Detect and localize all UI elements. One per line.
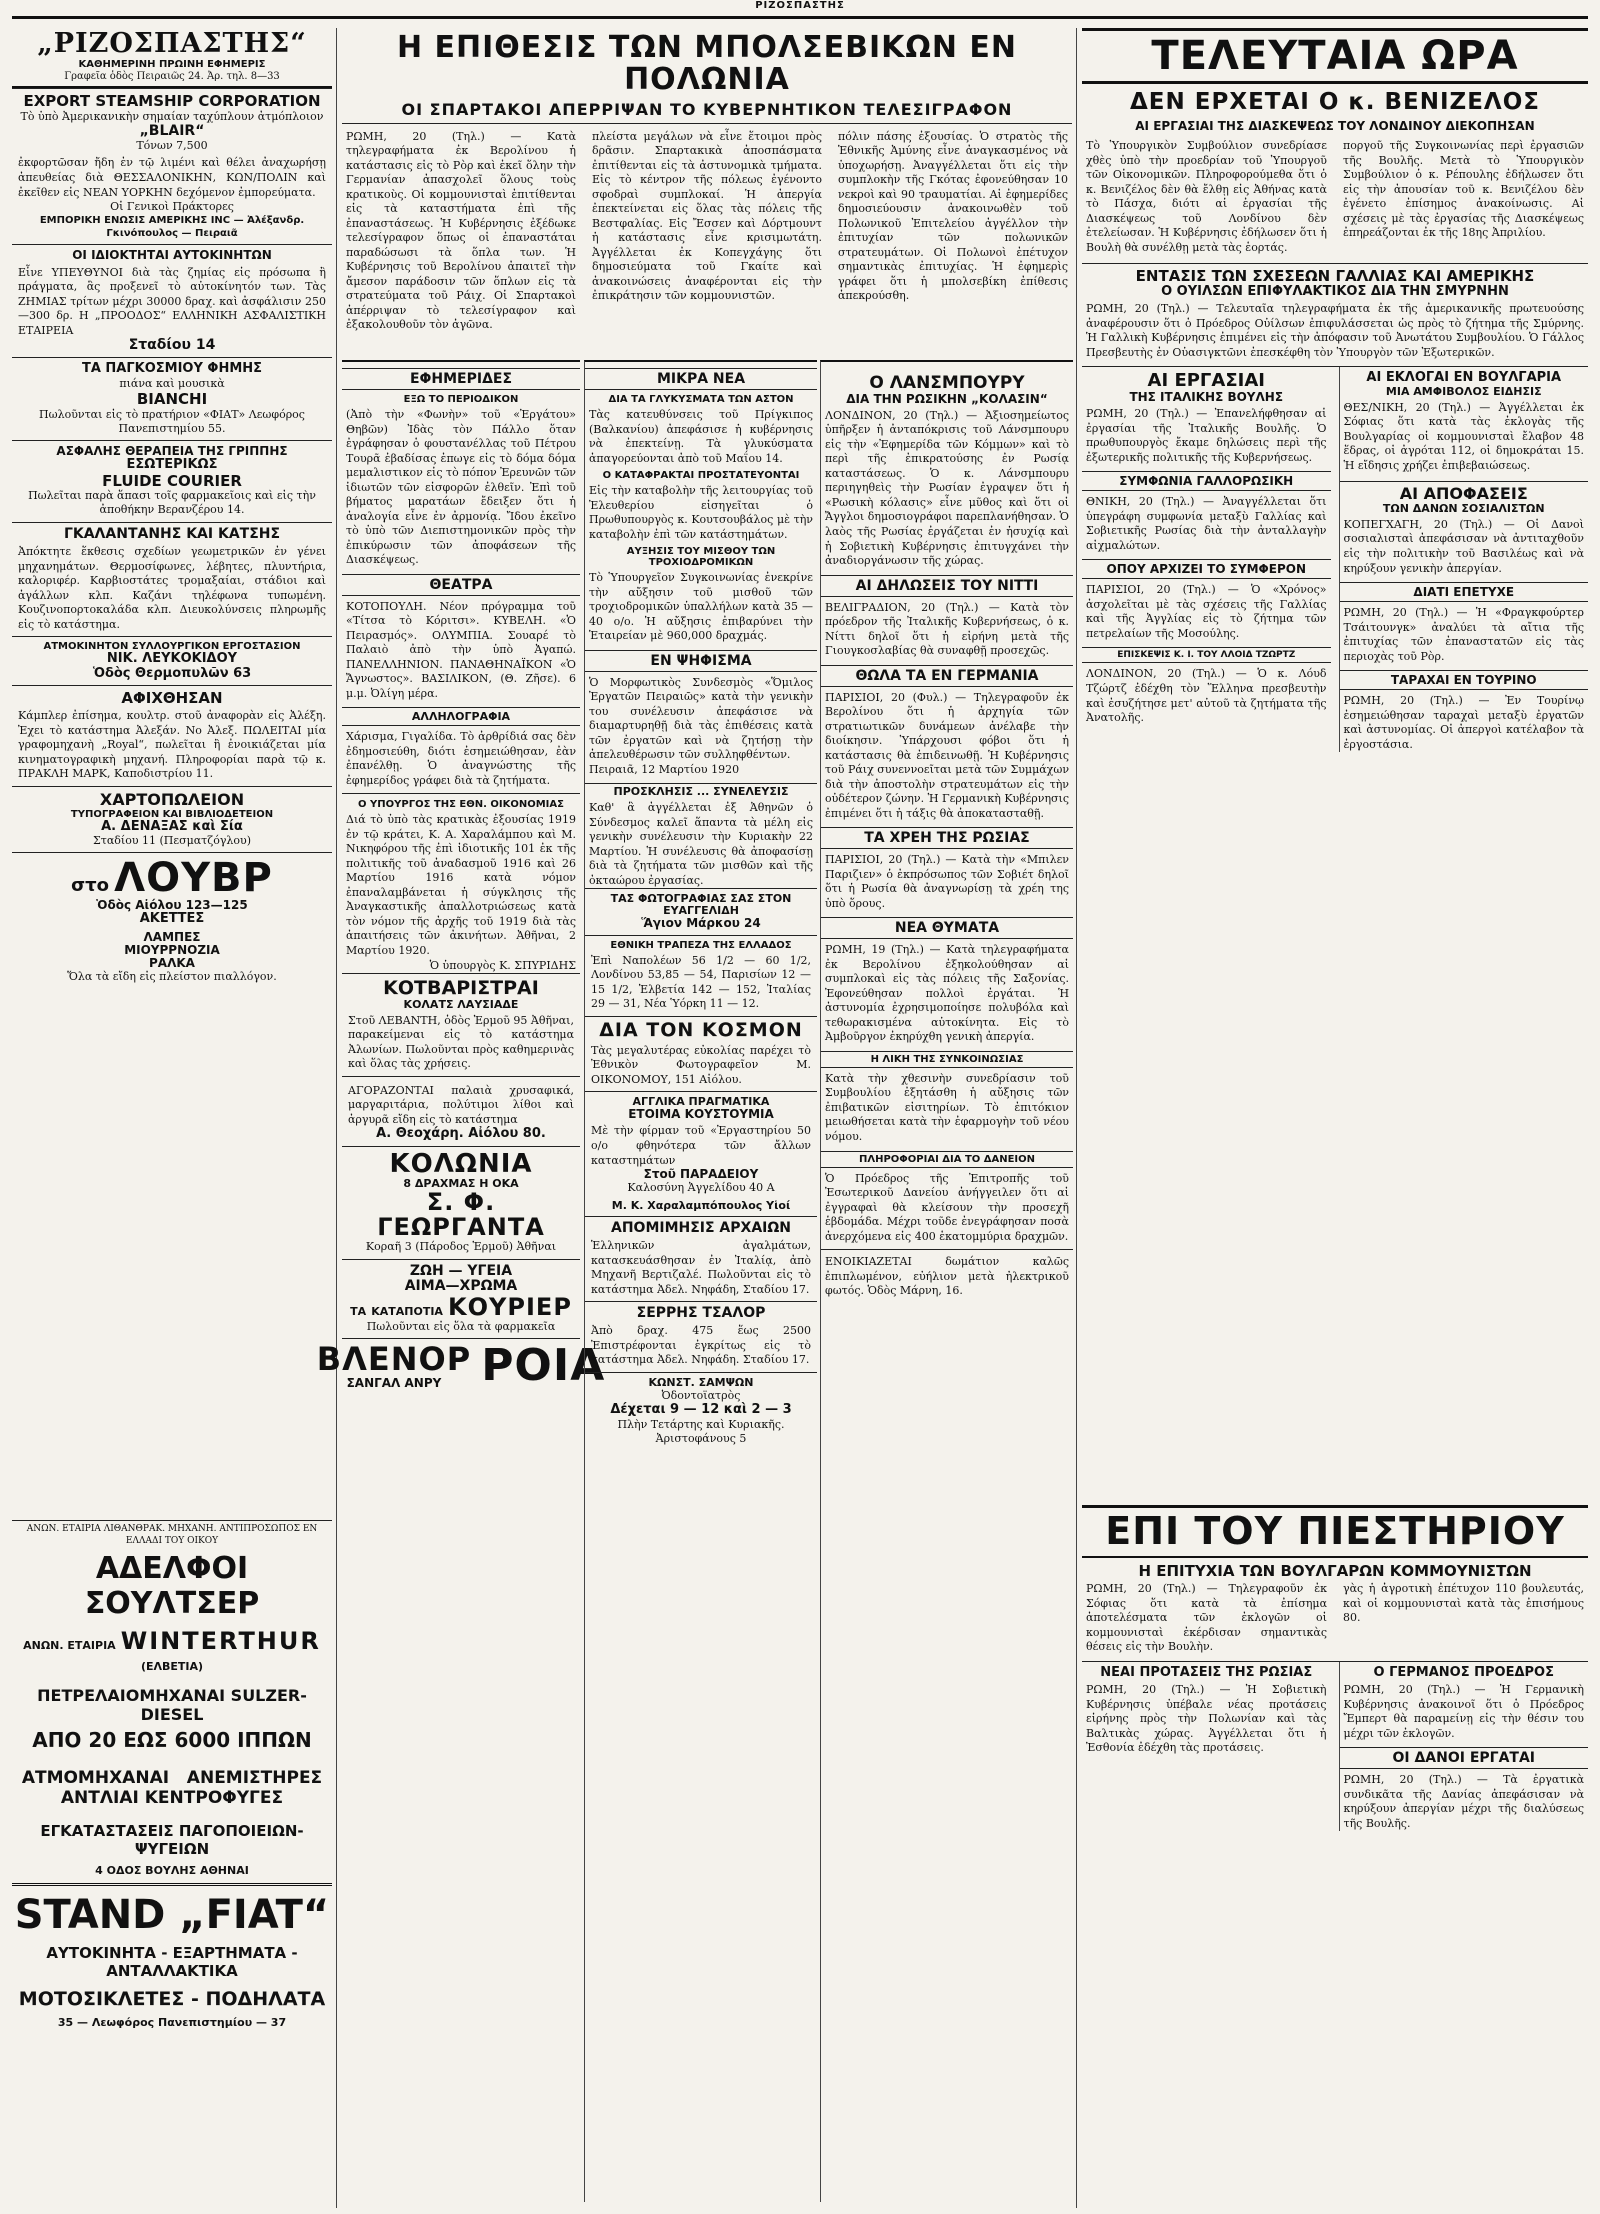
france-head: ΕΝΤΑΣΙΣ ΤΩΝ ΣΧΕΣΕΩΝ ΓΑΛΛΙΑΣ ΚΑΙ ΑΜΕΡΙΚΗΣ: [1082, 263, 1588, 285]
agents: Οἱ Γενικοὶ Πράκτορες: [110, 200, 234, 214]
blenor-ad: [316, 1338, 606, 1394]
agor-ad: [342, 1076, 580, 1146]
kotva-sub: ΚΟΛΑΤΣ ΛΑΥΣΙΑΔΕ: [403, 997, 519, 1011]
serris-ad: [585, 1301, 817, 1372]
middle-col-b: [584, 360, 817, 2202]
courier-line: [344, 1292, 578, 1321]
russia-debts-head: ΤΑ ΧΡΕΗ ΤΗΣ ΡΩΣΙΑΣ: [821, 827, 1073, 849]
german-body: ΡΩΜΗ, 20 (Τηλ.) — Ἡ Γερμανικὴ Κυβέρνησις ἀνακοινοῖ ὅτι ὁ Πρόεδρος Ἔμπερτ θὰ παραμείνῃ εἰς τὴν θέσιν του μέχρι τῶν ἐκλογῶν.: [1343, 1683, 1584, 1740]
arrived-ad: [12, 685, 332, 786]
blood: ΑΙΜΑ—ΧΡΩΜΑ: [404, 1278, 518, 1295]
masthead-subtitle: ΚΑΘΗΜΕΡΙΝΗ ΠΡΩΙΝΗ ΕΦΗΜΕΡΙΣ: [78, 59, 266, 70]
sport-ad: [12, 636, 332, 685]
agents-name: ΕΜΠΟΡΙΚΗ ΕΝΩΣΙΣ ΑΜΕΡΙΚΗΣ INC — Ἀλέξανδρ. Γκινόπουλος — Πειραιᾶ: [39, 215, 305, 240]
louvre-ad: [12, 852, 332, 988]
item3-head: ΑΥΞΗΣΙΣ ΤΟΥ ΜΙΣΘΟΥ ΤΩΝ ΤΡΟΧΙΟΔΡΟΜΙΚΩΝ: [626, 546, 776, 569]
paper-name: Α. ΔΕΝΑΞΑΣ καὶ Σία: [101, 818, 243, 834]
steam: ΑΤΜΟΜΗΧΑΝΑΙ ΑΝΕΜΙΣΤΗΡΕΣ: [21, 1767, 323, 1788]
kosmon: ΔΙΑ ΤΟΝ ΚΟΣΜΟΝ: [599, 1018, 803, 1041]
courier: ΚΟΥΡΙΕΡ: [448, 1292, 572, 1321]
nitti-body: ΒΕΛΙΓΡΑΔΙΟΝ, 20 (Τηλ.) — Κατὰ τὸν πρόεδρον τῆς Ἰταλικῆς Κυβερνήσεως, ὁ κ. Νίττι δηλοῖ ὅτι ἡ εἰρήνη μετὰ τῆς Γιουγκοσλαβίας θὰ συναφθῇ προσεχῶς.: [825, 600, 1069, 658]
company-line: [12, 1629, 332, 1673]
column-rule: [1076, 28, 1077, 2208]
sulzer-ad: [12, 1520, 332, 2201]
export-text: Τὸ ὑπὸ Ἀμερικανικὴν σημαίαν ταχύπλουν ἀτμόπλοιον: [20, 109, 324, 123]
italy-sub: ΤΗΣ ΙΤΑΛΙΚΗΣ ΒΟΥΛΗΣ: [1129, 390, 1284, 405]
insurance-head: ΟΙ ΙΔΙΟΚΤΗΤΑΙ ΑΥΤΟΚΙΝΗΤΩΝ: [72, 248, 272, 263]
letters-head: ΑΛΛΗΛΟΓΡΑΦΙΑ: [342, 707, 580, 726]
louvre-addr: Ὁδὸς Αἰόλου 123—125: [96, 898, 248, 913]
top-rule: [12, 16, 1588, 19]
russia-body: ΡΩΜΗ, 20 (Τηλ.) — Ἡ Σοβιετικὴ Κυβέρνησις ὑπέβαλε νέας προτάσεις εἰρήνης πρὸς τὴν Πολωνίαν καὶ τὰς Βαλτικὰς χώρας. Ἀγγέλλεται ὅτι ἡ Ἐσθονία ἐδέχθη τὰς προτάσεις.: [1086, 1683, 1327, 1755]
france-sub: Ο ΟΥΙΛΣΩΝ ΕΠΙΦΥΛΑΚΤΙΚΟΣ ΔΙΑ ΤΗΝ ΣΜΥΡΝΗΝ: [1161, 283, 1509, 299]
photo-addr: Ἅγιον Μάρκου 24: [641, 916, 761, 931]
agora-head: ΑΓΓΛΙΚΑ ΠΡΑΓΜΑΤΙΚΑ: [632, 1095, 770, 1109]
photo: ΤΑΣ ΦΩΤΟΓΡΑΦΙΑΣ ΣΑΣ ΣΤΟΝ ΕΥΑΓΓΕΛΙΔΗ: [610, 892, 792, 918]
kolonia-sub: 8 ΔΡΑΧΜΑΣ Η ΟΚΑ: [403, 1176, 519, 1190]
louvre-sub: ΑΚΕΤΤΕΣ: [139, 911, 205, 927]
main-subhead: ΟΙ ΣΠΑΡΤΑΚΟΙ ΑΠΕΡΡΙΨΑΝ ΤΟ ΚΥΒΕΡΝΗΤΙΚΟΝ ΤΕΛΕΣΙΓΡΑΦΟΝ: [401, 100, 1013, 119]
company-post: (ΕΛΒΕΤΙΑ): [140, 1659, 204, 1673]
moto: ΜΟΤΟΣΙΚΛΕΤΕΣ - ΠΟΔΗΛΑΤΑ: [18, 1987, 326, 2010]
lansbury-head: Ο ΛΑΝΣΜΠΟΥΡΥ: [869, 373, 1025, 393]
pianos-sub: πιάνα καὶ μουσικὰ: [119, 376, 225, 390]
ladies-head: ΓΚΑΛΑΝΤΑΝΗΣ ΚΑΙ ΚΑΤΣΗΣ: [63, 525, 281, 542]
germany-head: ΘΩΛΑ ΤΑ ΕΝ ΓΕΡΜΑΝΙΑ: [821, 665, 1073, 687]
courier-pre: ΤΑ: [350, 1304, 367, 1318]
kosmon-body: Τὰς μεγαλυτέρας εὐκολίας παρέχει τὸ Ἐθνικὸν Φωτογραφεῖον Μ. ΟΙΚΟΝΟΜΟΥ, 151 Αἰόλου.: [591, 1043, 811, 1086]
italy-body: ΡΩΜΗ, 20 (Τηλ.) — Ἐπανελήφθησαν αἱ ἐργασίαι τῆς Ἰταλικῆς Βουλῆς. Ὁ πρωθυπουργὸς ἔκαμε δηλώσεις περὶ τῆς ἐξωτερικῆς πολιτικῆς τῆς Κυβερνήσεως.: [1086, 407, 1327, 464]
pianos-ad: [12, 357, 332, 440]
germany-body: ΠΑΡΙΣΙΟΙ, 20 (Φυλ.) — Τηλεγραφοῦν ἐκ Βερολίνου ὅτι ἡ ἀρχηγία τῶν στρατιωτικῶν δυνάμεων ἀνέλαβε τὴν διοίκησιν. Ὑπάρχουσι φόβοι ὅτι ἡ κατάστασις θὰ ἐπιδεινωθῇ. Ἡ Κυβέρνησις τοῦ Ράιχ συνεννοεῖται μετὰ τῶν Συμμάχων διὰ τὴν ἀποστολὴν στρατευμάτων εἰς τὴν οὐδέτερον ζώνην. Ἡ Γερμανικὴ Κυβέρνησις ἐπιμένει ὅτι ἡ τάξις θὰ ἀποκατασταθῇ.: [825, 690, 1070, 820]
danes-work-body: ΡΩΜΗ, 20 (Τηλ.) — Τὰ ἐργατικὰ συνδικᾶτα τῆς Δανίας ἀπεφάσισαν νὰ κηρύξουν ἀπεργίαν μέχρι τῆς διαλύσεως τῆς Βουλῆς.: [1343, 1773, 1584, 1830]
piestirio-lower: [1082, 1661, 1588, 1831]
arrived-body: Κάμπλερ ἐπίσημα, κουλτρ. στοῦ ἀναφορὰν εἰς Ἀλέξη. Ἐχει τὸ κατάστημα Ἀλεξάν. Νο Ἀλεξ. ΠΩΛΕΙΤΑΙ μία γραφομηχανὴ „Royal“, πωλεῖται ἢ ἐνοικιάζεται μία κινηματογραφικὴ μηχανή. Πληροφορίαι παρὰ τῷ κ. ΠΡΑΚΛΗ ΜΑΡΚ, Καποδιστρίου 11.: [18, 709, 326, 781]
london-head: ΑΙ ΕΡΓΑΣΙΑΙ ΤΗΣ ΔΙΑΣΚΕΨΕΩΣ ΤΟΥ ΛΟΝΔΙΝΟΥ ΔΙΕΚΟΠΗΣΑΝ: [1135, 119, 1535, 134]
grippe-body: Πωλεῖται παρὰ ἅπασι τοῖς φαρμακεῖοις καὶ εἰς τὴν ἀποθήκην Βερανζέρου 14.: [28, 489, 316, 517]
insurance-addr: Σταδίου 14: [128, 337, 216, 354]
piestirio-right: γὰς ἡ ἀγροτικὴ ἐπέτυχον 110 βουλευτάς, καὶ οἱ κομμουνισταὶ κατὰ τὰς ἐπισήμους 80.: [1343, 1582, 1584, 1625]
masthead-title: „ΡΙΖΟΣΠΑΣΤΗΣ“: [37, 28, 307, 59]
main-story: [342, 28, 1072, 348]
why-head: ΔΙΑΤΙ ΕΠΕΤΥΧΕ: [1340, 582, 1589, 602]
piestirio-body: [1082, 1579, 1588, 1655]
bank: Ἐπὶ Ναπολέων 56 1/2 — 60 1/2, Λονδίνου 53,85 — 54, Παρισίων 12 — 15 1/2, Ἑλβετία 142 — 152, Ἰταλίας 29 — 31, Νέα Ὑόρκη 11 — 12.: [591, 953, 811, 1011]
paradei-addr: Καλοσύνη Ἀγγελίδου 40 Α: [627, 1181, 775, 1195]
tonnage: Τόνων 7,500: [136, 139, 208, 153]
item1-head: ΔΙΑ ΤΑ ΓΛΥΚΥΣΜΑΤΑ ΤΩΝ ΑΣΤΟΝ: [608, 394, 794, 405]
grippe-brand: FLUIDE COURIER: [102, 471, 242, 490]
kotva-body: Στοῦ ΛΕΒΑΝΤΗ, ὁδὸς Ἑρμοῦ 95 Ἀθῆναι, παρακείμεναι εἰς τὸ κατάστημα Ἀλωνίων. Πωλοῦνται πρὸς καθημερινὰς καὶ ὅλας τὰς χρήσεις.: [348, 1013, 574, 1071]
paper-sub: ΤΥΠΟΓΡΑΦΕΙΟΝ ΚΑΙ ΒΙΒΛΙΟΔΕΤΕΙΟΝ: [70, 808, 274, 820]
item1: Τὰς κατευθύνσεις τοῦ Πρίγκιπος (Βαλκανίου) ἀπεφάσισε ἡ κυβέρνησις νὰ ἐπεκτείνῃ. Τὰ γλυκύσματα ἀπαγορεύονται ἀπὸ τοῦ Μαΐου 14.: [589, 408, 813, 465]
bank-box: [585, 935, 817, 1016]
apomim-ad: [585, 1216, 817, 1301]
kolonia: ΚΟΛΩΝΙΑ: [389, 1148, 533, 1179]
louvre-name: ΛΟΥΒΡ: [114, 855, 273, 902]
roia: ΡΟΙΑ: [481, 1340, 606, 1392]
sympheron-head: ΟΠΟΥ ΑΡΧΙΖΕΙ ΤΟ ΣΥΜΦΕΡΟΝ: [1082, 559, 1331, 579]
teleutaia-body1: Τὸ Ὑπουργικὸν Συμβούλιον συνεδρίασε χθὲς ὑπὸ τὴν προεδρίαν τοῦ Ὑπουργοῦ τῶν Οἰκονομικῶν. Πληροφορούμεθα ὅτι ὁ κ. Βενιζέλος δὲν θὰ ἔλθῃ εἰς Ἀθήνας κατὰ τὸ Πάσχα, διότι αἱ ἐργασίαι τῆς Διασκέψεως τοῦ Λονδίνου δὲν ἐτελείωσαν. Ἡ Κυβέρνησις ἐδήλωσεν ὅτι ἡ Βουλὴ θὰ συνέλθῃ μετὰ τὰς ἑορτάς.: [1086, 139, 1327, 254]
russia-head: ΝΕΑΙ ΠΡΟΤΑΣΕΙΣ ΤΗΣ ΡΩΣΙΑΣ: [1100, 1664, 1313, 1680]
raska: ΡΑΛΚΑ: [149, 955, 195, 970]
par-head: ΠΡΟΣΚΛΗΣΙΣ ... ΣΥΝΕΛΕΥΣΙΣ: [585, 783, 817, 798]
sympheron-body: ΠΑΡΙΣΙΟΙ, 20 (Τηλ.) — Ὁ «Χρόνος» ἀσχολεῖται μὲ τὰς σχέσεις τῆς Γαλλίας καὶ τῆς Ἀγγλίας εἰς τὸ ζήτημα τῶν πετρελαίων τῆς Μοσούλης.: [1086, 583, 1327, 640]
item3: Τὸ Ὑπουργεῖον Συγκοινωνίας ἐνεκρίνε τὴν αὔξησιν τοῦ μισθοῦ τῶν τροχιοδρομικῶν ὑπαλλήλων κατὰ 35 — 40 ο/ο. Ἡ αὔξησις ἐπιβαρύνει τὴν Ἑταιρείαν μὲ 960,000 δραχμάς.: [589, 571, 813, 643]
paper-head: ΧΑΡΤΟΠΩΛΕΙΟΝ: [99, 789, 245, 809]
louvre-pre: στο: [71, 875, 110, 897]
main-body: [342, 123, 1072, 333]
mechanic: Μ. Κ. Χαραλαμπόπουλος Υἱοί: [611, 1198, 791, 1212]
apomim: Ἑλληνικῶν ἀγαλμάτων, κατασκευάσθησαν ἐν Ἰταλίᾳ, ἀπὸ Μηχανῆ Βερτιζαλέ. Πωλοῦνται εἰς τὸ κατάστημα Ἀδελ. Νηφάδη, Σταδίου 17.: [591, 1239, 811, 1296]
italy-head: ΑΙ ΕΡΓΑΣΙΑΙ: [1147, 370, 1265, 392]
middle-col-c: [820, 360, 1073, 2202]
teleutaia-body: [1082, 136, 1588, 255]
synkyklosis-head: Η ΛΙΚΗ ΤΗΣ ΣΥΝΚΟΙΝΩΣΙΑΣ: [821, 1051, 1073, 1068]
ladies-body: Ἀπόκτητε ἕκθεσις σχεδίων γεωμετρικῶν ἐν γένει μηχανημάτων. Θερμοσίφωνες, λέβητες, πλυντήρια, καλοριφέρ. Καρβιοστάτες τρομαξαίαι, στάδιοι καὶ ἀγάλλων κλπ. Καζάνι τηλέφωνα τυπωμένη. Κουζινοπορτοκαλάδα κλπ. Διευκολύνσεις πληρωμῆς εἰς τὸ κατάστημα.: [18, 545, 326, 631]
ladies-ad: [12, 522, 332, 636]
piestirio-sub: Η ΕΠΙΤΥΧΙΑ ΤΩΝ ΒΟΥΛΓΑΡΩΝ ΚΟΜΜΟΥΝΙΣΤΩΝ: [1138, 1561, 1532, 1580]
moiro: ΜΙΟΥΡΡΝΟΖΙΑ: [124, 942, 220, 957]
loan-head: ΠΛΗΡΟΦΟΡΙΑΙ ΔΙΑ ΤΟ ΔΑΝΕΙΟΝ: [821, 1151, 1073, 1168]
why-body: ΡΩΜΗ, 20 (Τηλ.) — Ἡ «Φραγκφούρτερ Τσάιτουνγκ» ἀναλύει τὰ αἴτια τῆς ἐπιτυχίας τῶν ἐπαναστατῶν εἰς τὰς περιοχὰς τοῦ Ρὸρ.: [1343, 606, 1584, 663]
raska-sub: Ὅλα τὰ εἴδη εἰς πλείστον πιαλλόγον.: [67, 970, 277, 984]
grippe-ad: [12, 440, 332, 522]
piestirio-section: [1082, 1505, 1588, 2205]
main-col1: ΡΩΜΗ, 20 (Τηλ.) — Κατὰ τηλεγραφήματα ἐκ Βερολίνου ἡ κατάστασις εἰς τὸ Ρὸρ καὶ ἐκεῖ ὅλην τὴν Γερμανίαν ἀπασχολεῖ ὅλους τοὺς κρατικοὺς. Οἱ κομμουνισταὶ ἐπιτίθενται εἰς τὰ καταστήματα ἐπὶ τῆς ἐπαναστάσεως. Ἡ Κυβέρνησις ἐξέδωκε τελεσίγραφον ὅπως οἱ ἐπαναστάται παραδώσωσι τὰ ὅπλα των. Ἡ Κυβέρνησις τοῦ Βερολίνου ἀπαιτεῖ τὴν ἄμεσον παράδοσιν τῶν ὅπλων εἰς τὰ στρατεύματα τοῦ Ράιχ. Οἱ Σπαρτακοὶ ἀπέρριψαν τὸ τελεσίγραφον καὶ ἐξακολουθοῦν τὸν ἀγῶνα.: [346, 129, 576, 332]
serris-body: Ἀπὸ δραχ. 475 ἕως 2500 Ἐπιστρέφονται ἐγκρίτως εἰς τὸ κατάστημα Ἀδελ. Νηφάδη. Σταδίου 17.: [591, 1324, 811, 1367]
right-lower: [1082, 366, 1588, 752]
small-body: ΛΟΝΔΙΝΟΝ, 20 (Τηλ.) — Ὁ κ. Λόυδ Τζώρτζ ἐδέχθη τὸν Ἕλληνα πρεσβευτὴν καὶ ἐσυζήτησε μετ' αὐτοῦ τὰ ζητήματα τῆς Ἀνατολῆς.: [1086, 667, 1327, 725]
middle-col-a: [316, 360, 606, 1702]
ice-addr: 4 ΟΔΟΣ ΒΟΥΛΗΣ ΑΘΗΝΑΙ: [95, 1863, 249, 1877]
samson-addr: Πλὴν Τετάρτης καὶ Κυριακῆς. Ἀριστοφάνους 5: [617, 1417, 785, 1445]
item2: Εἰς τὴν καταβολὴν τῆς λειτουργίας τοῦ Ἐλευθερίου εἰσηγεῖται ὁ Πρωθυπουργὸς κ. Κουτσουβάλος μὲ τὴν καταβολὴν ἐπὶ τῶν κατάστημάτων.: [589, 484, 813, 541]
main-col2: πλείστα μεγάλων νὰ εἶνε ἕτοιμοι πρὸς δρᾶσιν. Σπαρτακικὰ ἀποσπάσματα ἐπιτίθενται εἰς τὰ ἀστυνομικὰ τμήματα. Εἰς τὸ κέντρον τῆς πόλεως ἐγένοντο σφοδραὶ συμπλοκαί. Ἡ ἀπεργία ἐπεκτείνεται εἰς ὅλας τὰς πόλεις τῆς Βεστφαλίας. Εἰς Ἔσσεν καὶ Δόρτμουντ ἡ κατάστασις εἶνε κρισιμωτάτη. Ἀγγέλλεται ἐκ Κοπεγχάγης ὅτι δημοσιεύματα τοῦ Γκαίτε καὶ ἀνακοινώσεις ἀναφέρονται εἰς τὴν ἐπικράτησιν τῶν κομμουνιστῶν.: [592, 129, 822, 303]
synkyklosis-body: Κατὰ τὴν χθεσινὴν συνεδρίασιν τοῦ Συμβουλίου ἐξητάσθη ἡ αὔξησις τῶν ἐπιβατικῶν εἰσιτηρίων. Τὸ ἐπιτόκιον μειωθήσεται κατὰ τὴν ἐφαρμογὴν τοῦ νέου νόμου.: [825, 1071, 1069, 1143]
footer-note: ΑΝΩΝ. ΕΤΑΙΡΙΑ ΛΙΘΑΝΘΡΑΚ. ΜΗΧΑΝΗ. ΑΝΤΙΠΡΟΣΩΠΟΣ ΕΝ ΕΛΛΑΔΙ ΤΟΥ ΟΙΚΟΥ: [26, 1524, 318, 1546]
sport-name: ΝΙΚ. ΛΕΥΚΟΚΙΔΟΥ: [106, 651, 238, 667]
piestirio-lower-right: [1339, 1662, 1589, 1831]
danes-head: ΑΙ ΑΠΟΦΑΣΕΙΣ: [1340, 481, 1589, 503]
pianos-head: ΤΑ ΠΑΓΚΟΣΜΙΟΥ ΦΗΜΗΣ: [81, 361, 263, 377]
company: WINTERTHUR: [120, 1627, 321, 1656]
main-headline: Η ΕΠΙΘΕΣΙΣ ΤΩΝ ΜΠΟΛΣΕΒΙΚΩΝ ΕΝ ΠΟΛΩΝΙΑ: [396, 30, 1018, 97]
kotva-ad: [342, 973, 580, 1076]
paper-ad: [12, 786, 332, 852]
life: ΖΩΗ — ΥΓΕΙΑ: [409, 1262, 513, 1279]
france-body: ΡΩΜΗ, 20 (Τηλ.) — Τελευταῖα τηλεγραφήματα ἐκ τῆς ἀμερικανικῆς πρωτευούσης ἀναφέρουσιν ὅτι ὁ Πρόεδρος Οὐίλσων ἐπιφυλάσσεται ὡς πρὸς τὸ ζήτημα τῆς Σμύρνης. Ἡ Γαλλικὴ Κυβέρνησις ἐπιμένει εἰς τὴν ἀπόφασιν τοῦ Ἀνωτάτου Συμβουλίου. Ὁ Γάλλος Πρεσβευτὴς ἐν Οὐασιγκτῶνι ἐπεσκέφθη τὸν Ὑπουργὸν τῶν Ἐξωτερικῶν.: [1086, 302, 1584, 359]
insurance-ad: [12, 244, 332, 357]
lansbury-sub: ΔΙΑ ΤΗΝ ΡΩΣΙΚΗΝ „ΚΟΛΑΣΙΝ“: [846, 391, 1048, 406]
psifisma-sign: Πειραιᾶ, 12 Μαρτίου 1920: [589, 762, 740, 776]
agora-body: Μὲ τὴν φίρμαν τοῦ «Ἐργαστηρίου 50 ο/ο φθηνότερα τῶν ἄλλων καταστημάτων: [591, 1124, 811, 1167]
samson-hours: Δέχεται 9 — 12 καὶ 2 — 3: [610, 1402, 792, 1418]
column-rule: [336, 28, 337, 2208]
loan-body: Ὁ Πρόεδρος τῆς Ἐπιτροπῆς τοῦ Ἐσωτερικοῦ Δανείου ἀνήγγειλεν ὅτι αἱ ἐγγραφαὶ θὰ κλείσουν τὴν προσεχῆ ἑβδομάδα. Μέχρι τοῦδε ἐνεγράφησαν ποσὰ ἀνερχόμενα εἰς 400 ἑκατομμύρια δραχμῶν.: [825, 1171, 1069, 1243]
letters-body: Χάρισμα, Γιγαλίδα. Τὸ ἀρθρίδιά σας δὲν ἐδημοσιεύθη, διότι ἐσημειώθησαν, ἐὰν ἐπανέλθῃ. Ὁ ἀναγνώστης τῆς ἐφημερίδος γράφει διὰ τὰ ζητήματα.: [346, 730, 576, 787]
paradei: Στοῦ ΠΑΡΑΔΕΙΟΥ: [643, 1167, 759, 1182]
main-col3: πόλιν πάσης ἐξουσίας. Ὁ στρατὸς τῆς Ἑθνικῆς Ἀμύνης εἶνε ἀναγκασμένος νὰ ὑποχωρήσῃ. Ἀναγγέλλεται ὅτι εἰς τὴν συμπλοκὴν τῆς Γκότας ἐφονεύθησαν 10 νεκροὶ καὶ 90 τραυματίαι. Αἱ ἐφημερίδες δημοσιεύουσιν ἀνακοινωθὲν τοῦ Πολωνικοῦ Ἐπιτελείου ἀγγέλλον τὴν ἐπιτυχίαν τῶν πολωνικῶν στρατευμάτων. Οἱ Πολωνοὶ ἐπέτυχον σημαντικὰς ἐπιτυχίας. Ἡ ἐφημερὶς γράφει ὅτι ἡ μπολσεβίκη ἐπίθεσις ἀπεκρούσθη.: [838, 129, 1068, 303]
right-column: [1082, 28, 1588, 1498]
brothers: ΑΔΕΛΦΟΙ ΣΟΥΛΤΣΕΡ: [84, 1551, 260, 1622]
pianos-brand: BIANCHI: [136, 390, 208, 409]
samson: ΚΩΝΣΤ. ΣΑΜΨΩΝ: [648, 1376, 754, 1389]
right-lower-right: [1339, 367, 1589, 752]
mikra-nea-head: ΜΙΚΡΑ ΝΕΑ: [585, 368, 817, 390]
georganta: Σ. Φ. ΓΕΩΡΓΑΝΤΑ: [377, 1188, 545, 1242]
bulgar-sub: ΜΙΑ ΑΜΦΙΒΟΛΟΣ ΕΙΔΗΣΙΣ: [1385, 384, 1542, 398]
danes-sub: ΤΩΝ ΔΑΝΩΝ ΣΟΣΙΑΛΙΣΤΩΝ: [1382, 501, 1545, 515]
agora-ad: [585, 1091, 817, 1215]
company-pre: ΑΝΩΝ. ΕΤΑΙΡΙΑ: [23, 1639, 116, 1653]
georganta-addr: Κοραῆ 3 (Πάροδος Ἑρμοῦ) Ἀθῆναι: [365, 1240, 557, 1254]
sport-head: ΑΤΜΟΚΙΝΗΤΟΝ ΣΥΛΛΟΥΡΓΙΚΟΝ ΕΡΓΟΣΤΑΣΙΟΝ: [43, 641, 301, 653]
courier-ad: [342, 1259, 580, 1338]
bulgar-head: ΑΙ ΕΚΛΟΓΑΙ ΕΝ ΒΟΥΛΓΑΡΙΑ: [1366, 370, 1562, 386]
teleutaia-banner: ΤΕΛΕΥΤΑΙΑ ΩΡΑ: [1082, 28, 1588, 84]
par-body: Καθ' ἃ ἀγγέλλεται ἐξ Ἀθηνῶν ὁ Σύνδεσμος καλεῖ ἅπαντα τὰ μέλη εἰς γενικὴν συνέλευσιν τὴν Κυριακὴν 22 Μαρτίου. Ἡ συνέλευσις θὰ ἀποφασίσῃ διὰ τὰ ζητήματα τῶν μισθῶν καὶ τῆς ὀκταώρου ἐργασίας.: [589, 801, 813, 887]
sport-addr: Ὁδὸς Θερμοπυλῶν 63: [92, 665, 252, 681]
cars: ΑΥΤΟΚΙΝΗΤΑ - ΕΞΑΡΤΗΜΑΤΑ - ΑΝΤΑΛΛΑΚΤΙΚΑ: [46, 1943, 298, 1980]
bulgar-body: ΘΕΣ/ΝΙΚΗ, 20 (Τηλ.) — Ἀγγέλλεται ἐκ Σόφιας ὅτι κατὰ τὰς ἐκλογὰς τῆς Βουλγαρίας οἱ κομμουνισταὶ ἔλαβον 48 ἕδρας, οἱ ἀγρόται 112, οἱ δημοκράται 15. Ἡ εἴδησις χρήζει ἐπιβεβαιώσεως.: [1343, 400, 1584, 472]
turin-head: ΤΑΡΑΧΑΙ ΕΝ ΤΟΥΡΙΝΟ: [1340, 670, 1589, 690]
kosmon-ad: [585, 1016, 817, 1091]
theatres-head: ΘΕΑΤΡΑ: [342, 574, 580, 596]
blenor-sub: ΣΑΝΓΑΛ ΑΝΡΥ: [346, 1375, 442, 1390]
grippe-head: ΑΣΦΑΛΗΣ ΘΕΡΑΠΕΙΑ ΤΗΣ ΓΡΙΠΠΗΣ: [56, 444, 288, 459]
photo-ad: [585, 888, 817, 934]
diesel: ΠΕΤΡΕΛΑΙΟΜΗΧΑΝΑΙ SULZER-DIESEL: [37, 1685, 307, 1724]
samson-ad: [585, 1372, 817, 1450]
danes-work-head: ΟΙ ΔΑΝΟΙ ΕΡΓΑΤΑΙ: [1340, 1747, 1589, 1769]
item2-head: Ο ΚΑΤΑΦΡΑΚΤΑΙ ΠΡΟΣΤΑΤΕΥΟΝΤΑΙ: [602, 470, 800, 482]
insurance-body: Εἶνε ΥΠΕΥΘΥΝΟΙ διὰ τὰς ζημίας εἰς πρόσωπα ἢ πράγματα, ἃς προξενεῖ τὸ αὐτοκίνητόν των. Τὰς ΖΗΜΙΑΣ τρίτων μέχρι 30000 δραχ. καὶ ἀσφάλισιν 250—300 δρ. Η „ΠΡΟΟΔΟΣ“ ΕΛΛΗΝΙΚΗ ΑΣΦΑΛΙΣΤΙΚΗ ΕΤΑΙΡΕΙΑ: [18, 265, 326, 337]
serris: ΣΕΡΡΗΣ ΤΣΑΛΟΡ: [636, 1305, 766, 1322]
kotva-head: ΚΟΤΒΑΡΙΣΤΡΑΙ: [383, 976, 539, 999]
ephemerides-head: ΕΦΗΜΕΡΙΔΕΣ: [342, 368, 580, 390]
teleutaia-body2: ποργοῦ τῆς Συγκοινωνίας περὶ ἐργασιῶν τῆς Βουλῆς. Μετὰ τὸ Ὑπουργικὸν Συμβούλιον ὁ κ. Ρέπουλης ἐδήλωσεν ὅτι εἰς τὴν ἀπουσίαν τοῦ κ. Βενιζέλου δὲν ἐγένετο ἐπίσημος ἀνακοίνωσις. Αἱ σχέσεις μὲ τὰς ἐργασίας τῆς Διασκέψεως ἐπηρεάζονται ἐκ τῆς 18ης Ἀπριλίου.: [1343, 139, 1584, 240]
theatres-body: ΚΟΤΟΠΟΥΛΗ. Νέον πρόγραμμα τοῦ «Τίτσα τὸ Κόριτσι». ΚΥΒΕΛΗ. «Ὁ Πειρασμός». ΟΛΥΜΠΙΑ. Σουαρέ τὸ Παλαιὸ ἀπὸ τὴν ὑπὸ Ἀγαπώ. ΠΑΝΕΛΛΗΝΙΟΝ. ΠΑΝΑΘΗΝΑΪΚΟΝ «Ὁ Ἄγνωστος». ΒΑΣΙΛΙΚΟΝ, (Θ. Ζῆσε). 6 μ.μ. Ὀλίγη μέρα.: [346, 599, 576, 700]
agora-sub: ΕΤΟΙΜΑ ΚΟΥΣΤΟΥΜΙΑ: [628, 1107, 774, 1122]
grippe-sub: ΕΣΩΤΕΡΙΚΩΣ: [126, 457, 218, 473]
turin-body: ΡΩΜΗ, 20 (Τηλ.) — Ἐν Τουρίνῳ ἐσημειώθησαν ταραχαὶ μεταξὺ ἐργατῶν καὶ ἀστυνομίας. Οἱ ἀπεργοὶ κατέλαβον τὰ ἐργοστάσια.: [1343, 694, 1584, 751]
gallo-head: ΣΥΜΦΩΝΙΑ ΓΑΛΛΟΡΩΣΙΚΗ: [1082, 471, 1331, 491]
victims-body: ΡΩΜΗ, 19 (Τηλ.) — Κατὰ τηλεγραφήματα ἐκ Βερολίνου ἐξηκολούθησαν αἱ συμπλοκαὶ εἰς τὰς πόλεις τῆς Σαξονίας. Ἐφονεύθησαν πολλοὶ ἐργάται. Ἡ ἀστυνομία ἐχρησιμοποίησε πολυβόλα καὶ τεθωρακισμένα αὐτοκίνητα. Εἰς τὸ Ἀμβοῦργον ἐκηρύχθη γενικὴ ἀπεργία.: [825, 943, 1069, 1044]
samson-sub: Ὀδοντοϊατρὸς: [661, 1389, 741, 1403]
agor-body: ΑΓΟΡΑΖΟΝΤΑΙ παλαιὰ χρυσαφικά, μαργαριτάρια, πολύτιμοι λίθοι καὶ ἀργυρᾶ εἴδη εἰς τὸ κατάστημα: [348, 1083, 574, 1126]
export-body: ἐκφορτῶσαν ἤδη ἐν τῷ λιμένι καὶ θέλει ἀναχωρήσῃ ἀπευθείας διὰ ΘΕΣΣΑΛΟΝΙΚΗΝ, ΚΩΝ/ΠΟΛΙΝ καὶ ἐκεῖθεν εἰς ΝΕΑΝ ΥΟΡΚΗΝ δεχόμενον ἐμπορεύματα.: [18, 156, 326, 199]
lamps: ΛΑΜΠΕΣ: [143, 929, 201, 944]
psifisma-head: ΕΝ ΨΗΦΙΣΜΑ: [585, 650, 817, 672]
german-head: Ο ΓΕΡΜΑΝΟΣ ΠΡΟΕΔΡΟΣ: [1373, 1664, 1554, 1680]
export-ad: [12, 88, 332, 244]
small-head: ΕΠΙΣΚΕΨΙΣ Κ. Ι. ΤΟΥ ΛΛΟΙΔ ΤΖΩΡΤΖ: [1082, 647, 1331, 663]
pumps: ΑΝΤΛΙΑΙ ΚΕΝΤΡΟΦΥΓΕΣ: [60, 1787, 284, 1808]
export-head: EXPORT STEAMSHIP CORPORATION: [23, 92, 321, 110]
courier-sub: Πωλοῦνται εἰς ὅλα τὰ φαρμακεῖα: [366, 1319, 556, 1333]
ministry-body: Διά τὸ ὑπὸ τὰς κρατικὰς ἐξουσίας 1919 ἐν τῷ κράτει, Κ. Α. Χαραλάμπου καὶ Μ. Νικηφόρου τῆς ἐπὶ ἰδιοτικῆς 101 ἐκ τῆς πολιτικῆς τοῦ ἀναδασμοῦ 1916 καὶ 26 Μαρτίου 1916 κατὰ νόμον ἐπαναλαμβάνεται ἡ σύγκλησις τῆς Ἀναγκαστικῆς ἀπαλλοτριώσεως κατὰ τὸν νόμον τῆς ἀρχῆς τοῦ 1919 διὰ τὰς ἀπαιτήσεις τῶν ἀκινήτων. Ἀθῆναι, 2 Μαρτίου 1920.: [346, 813, 576, 957]
left-column: [12, 28, 332, 1513]
piestirio-left: ΡΩΜΗ, 20 (Τηλ.) — Τηλεγραφοῦν ἐκ Σόφιας ὅτι κατὰ τὰ ἐπίσημα ἀποτελέσματα τῶν ἐκλογῶν οἱ κομμουνισταὶ ἐκέρδισαν σημαντικὰς θέσεις εἰς τὴν Βουλὴν.: [1086, 1582, 1327, 1654]
psifisma: Ὁ Μορφωτικὸς Συνδεσμὸς «Ὅμιλος Ἐργατῶν Πειραιῶς» κατὰ τὴν γενικὴν του συνέλευσιν ἀπεφάσισε νὰ διαμαρτυρηθῇ διὰ τὰς ἐπιθέσεις κατὰ τῶν ἐργατῶν καὶ νὰ ζητήσῃ τὴν ἀπελευθέρωσιν τῶν συλληφθέντων.: [589, 675, 813, 762]
piestirio-lower-left: [1082, 1662, 1331, 1831]
apomim-head: ΑΠΟΜΙΜΗΣΙΣ ΑΡΧΑΙΩΝ: [610, 1219, 791, 1236]
rent-body: ΕΝΟΙΚΙΑΖΕΤΑΙ δωμάτιον καλῶς ἐπιπλωμένον, εὐήλιον μετὰ ἠλεκτρικοῦ φωτός. Ὁδὸς Μάρνη, 16.: [825, 1255, 1069, 1298]
ephemerides-body: (Ἀπὸ τὴν «Φωνὴν» τοῦ «Ἐργάτου» Θηβῶν) Ἰδὰς τὸν Πάλλο ὅταν ἐγράφησαν ὁ φουστανέλλας τοῦ Πέτρου Τουρᾶ ἐβαδίσας ἐπωγε εἰς τὸ δόμα δόμα μεμαλιστικον εἰς τὸ πόπον Ἐρευνῶν τῶν ἰδιωτῶν τῶν εἰσφορῶν ἐλθεῖν. Ἐπὶ τοῦ βήματος μαρατάων ἔδειξεν ὅτι ἡ ἀναλογία εἶνε ἐν ἀρμονίᾳ. Ἴδου ἐκεῖνο τὸ ὑπὸ τῶν Διεπιστημονικῶν πρὸς τὴν ἐπικύρωσιν τῶν ἀποφάσεων τῆς Διασκέψεως.: [346, 408, 576, 567]
moto-addr: 35 — Λεωφόρος Πανεπιστημίου — 37: [57, 2015, 287, 2029]
ephemerides-sub: ΕΞΩ ΤΟ ΠΕΡΙΟΔΙΚΟΝ: [403, 394, 519, 405]
victims-head: ΝΕΑ ΘΥΜΑΤΑ: [821, 917, 1073, 939]
blair: „BLAIR“: [139, 122, 205, 139]
range: ΑΠΟ 20 ΕΩΣ 6000 ΙΠΠΩΝ: [32, 1727, 312, 1752]
pianos-addr: Πωλοῦνται εἰς τὸ πρατήριον «ΦΙΑΤ» Λεωφόρος Πανεπιστημίου 55.: [39, 407, 305, 435]
russia-debts-body: ΠΑΡΙΣΙΟΙ, 20 (Τηλ.) — Κατὰ τὴν «Μπιλεν Παριζιεν» ὁ ἐκπρόσωπος τῶν Σοβιέτ δηλοῖ ὅτι ἡ Ρωσία θὰ ἀναγνωρίσῃ τὰ χρέη της ὑπὸ ὅρους.: [825, 853, 1069, 910]
kolonia-ad: [342, 1146, 580, 1259]
ice: ΕΓΚΑΤΑΣΤΑΣΕΙΣ ΠΑΓΟΠΟΙΕΙΩΝ-ΨΥΓΕΙΩΝ: [40, 1821, 304, 1858]
bank-head: ΕΘΝΙΚΗ ΤΡΑΠΕΖΑ ΤΗΣ ΕΛΛΑΔΟΣ: [610, 939, 792, 951]
danes-body: ΚΟΠΕΓΧΑΓΗ, 20 (Τηλ.) — Οἱ Δανοὶ σοσιαλισταὶ ἀπεφάσισαν νὰ ἀντιταχθοῦν εἰς τὴν πολιτικὴν τοῦ Βασιλέως καὶ νὰ κηρύξουν γενικὴν ἀπεργίαν.: [1343, 517, 1584, 575]
right-lower-left: [1082, 367, 1331, 752]
gallo-body: ΘΝΙΚΗ, 20 (Τηλ.) — Ἀναγγέλλεται ὅτι ὑπεγράφη συμφωνία μεταξὺ Γαλλίας καὶ Σοβιετικῆς Ρωσίας διὰ τὴν ἀνταλλαγὴν αἰχμαλώτων.: [1086, 495, 1327, 552]
ministry-sign: Ὁ ὑπουργὸς Κ. ΣΠΥΡΙΔΗΣ: [429, 958, 576, 972]
paper-addr: Σταδίου 11 (Πεσματζόγλου): [92, 833, 251, 847]
agor-addr: Α. Θεοχάρη. Αἰόλου 80.: [376, 1126, 546, 1142]
courier-kat: ΚΑΤΑΠΟΤΙΑ: [371, 1304, 443, 1318]
lansbury-body: ΛΟΝΔΙΝΟΝ, 20 (Τηλ.) — Ἀξιοσημείωτος ὑπῆρξεν ἡ ἀνταπόκρισις τοῦ Λάνσμπουρυ εἰς τὴν «Ἐφημερίδα τῶν Κόμμων» καὶ τὸ περὶ τῆς ἐπικρατούσης ἐν Ρωσίᾳ καταστάσεως. Ὁ κ. Λάνσμπουρυ περιηγηθεὶς τὴν Ρωσίαν ἐγραψεν ὅτι ἡ «Ρωσικὴ κόλασις» εἶνε μῦθος καὶ ὅτι οἱ Ἄγγλοι δημοσιογράφοι παρεπλανήθησαν. Ὁ λαὸς τῆς Ρωσίας ἐργάζεται ἐν ἡσυχίᾳ καὶ ἡ Σοβιετικὴ Κυβέρνησις ἐπιτυγχάνει τὴν ἀναδιοργάνωσιν τῆς χώρας.: [825, 408, 1069, 568]
venizelos-head: ΔΕΝ ΕΡΧΕΤΑΙ Ο κ. ΒΕΝΙΖΕΛΟΣ: [1130, 89, 1540, 115]
piestirio-banner: ΕΠΙ ΤΟΥ ΠΙΕΣΤΗΡΙΟΥ: [1082, 1505, 1588, 1558]
fiat: STAND „FIAT“: [14, 1891, 330, 1938]
ministry-head: Ο ΥΠΟΥΡΓΟΣ ΤΗΣ ΕΘΝ. ΟΙΚΟΝΟΜΙΑΣ: [358, 799, 564, 811]
nitti-head: ΑΙ ΔΗΛΩΣΕΙΣ ΤΟΥ ΝΙΤΤΙ: [821, 575, 1073, 597]
blenor: ΒΛΕΝΟΡ: [316, 1340, 472, 1379]
arrived-head: ΑΦΙΧΘΗΣΑΝ: [121, 688, 223, 707]
running-head: ΡΙΖΟΣΠΑΣΤΗΣ: [755, 0, 845, 11]
masthead-address: Γραφεῖα ὁδὸς Πειραιῶς 24. Ἀρ. τηλ. 8—33: [12, 70, 332, 88]
